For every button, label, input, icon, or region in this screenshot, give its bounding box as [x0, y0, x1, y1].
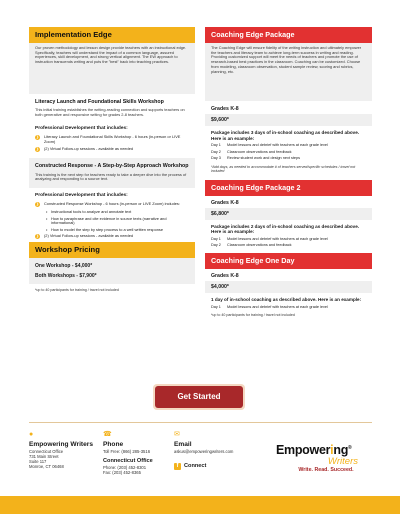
phone-icon: ☎ — [103, 431, 112, 438]
day-label: Day 2 — [211, 149, 221, 154]
constructed-title: Constructed Response - A Step-by-Step Approach Workshop — [35, 163, 189, 170]
pricing-note: *up to 40 participants for training / travel not included — [35, 288, 119, 293]
day-label: Day 2 — [211, 243, 221, 248]
coaching-oneday-grades: Grades K-8 — [211, 272, 239, 279]
list-item — [205, 150, 372, 155]
literacy-bullets — [29, 134, 195, 153]
ct-office-title: Connecticut Office — [103, 458, 153, 464]
literacy-body: This initial training establishes the writing-reading connection and supports teachers on both generative and responsive writing for grades 2-8 teachers. — [35, 107, 185, 117]
org-city: Monroe, CT 06468 — [29, 464, 64, 469]
coaching-package2-desc: Package includes 2 days of in-school coaching as described above. Here is an example: — [211, 223, 360, 235]
list-item — [205, 237, 372, 242]
right-column — [205, 27, 372, 319]
coaching-package-body: The Coaching Edge will ensure fidelity of the writing instruction and ultimately empower the teachers and literacy team to achieve long-term success in writing and reading. Providing customized support will meet the needs of teachers and promote the use of research-based best practices in the classroom. Coaching can be customized. Choose from modeling, classroom observation, student sample review, scoring and rubrics, planning, etc. — [205, 43, 372, 101]
list-item — [35, 234, 189, 239]
email-link[interactable]: askus@empoweringwriters.com — [174, 449, 234, 454]
constructed-subitems — [35, 210, 189, 232]
chevron-right-icon: ❯ — [36, 202, 39, 206]
footer-divider — [29, 422, 372, 423]
chevron-right-icon: ❯ — [36, 147, 39, 152]
envelope-icon: ✉ — [174, 431, 180, 438]
list-item: • How to model the step by step process to a well written response — [51, 228, 189, 233]
coaching-oneday-desc: 1 day of in-school coaching as described above. Here is an example: — [211, 296, 362, 302]
connect-row — [174, 463, 254, 470]
implementation-edge-body: Our proven methodology and lesson design provide teachers with an instructional edge. Specifically, teachers will understand the impact of a common language, assured experiences, skill development, and strong vertical alignment. The EW approach to instruction transcends writing and puts the "best" back into teaching practices. — [29, 43, 195, 94]
day-text: Model lessons and debrief with teachers at each grade level — [227, 304, 328, 309]
day-label: Day 3 — [211, 156, 221, 161]
empowering-writers-logo — [276, 441, 376, 475]
day-label: Day 1 — [211, 236, 221, 241]
ct-phone-number[interactable]: Phone: (203) 452-8301 — [103, 465, 147, 470]
coaching-package2-price: $6,800* — [205, 208, 372, 220]
literacy-section — [29, 94, 195, 152]
coaching-package2-days — [205, 237, 372, 248]
day-text: Classroom observations and feedback — [227, 149, 292, 154]
get-started-wrapper — [153, 384, 245, 410]
coaching-package2-header: Coaching Edge Package 2 — [205, 180, 372, 196]
list-item-text: (2) Virtual Follow-up sessions - available as needed — [44, 233, 134, 239]
footer-phone — [103, 431, 168, 475]
logo-text-a: Empower — [276, 443, 331, 458]
coaching-oneday-days — [205, 305, 372, 310]
coaching-package-price: $9,600* — [205, 114, 372, 126]
list-item — [35, 135, 189, 145]
logo-wordmark — [276, 441, 376, 457]
workshop-pricing-box — [29, 258, 195, 284]
constructed-section — [29, 158, 195, 188]
phone-title: Phone — [103, 441, 124, 448]
day-label: Day 1 — [211, 304, 221, 309]
coaching-package-desc: Package includes 3 days of in-school coaching as described above. Here is an example: — [211, 130, 360, 141]
list-item — [205, 143, 372, 148]
ct-fax-number: Fax: (203) 452-8365 — [103, 470, 141, 475]
coaching-package-header: Coaching Edge Package — [205, 27, 372, 43]
list-item — [205, 243, 372, 248]
workshop-pricing-header: Workshop Pricing — [29, 242, 195, 258]
org-office: Connecticut Office — [29, 449, 64, 454]
coaching-package2-grades: Grades K-8 — [211, 199, 239, 206]
bottom-bar — [0, 496, 400, 514]
org-street: 731 Main Street — [29, 454, 59, 459]
email-title: Email — [174, 441, 192, 448]
list-item — [205, 156, 372, 161]
constructed-bullets — [29, 201, 195, 239]
list-item: • Instructional tools to analyze and annotate text — [51, 210, 189, 215]
logo-tagline: Write. Read. Succeed. — [298, 467, 354, 474]
logo-registered-mark: ® — [348, 445, 352, 451]
list-item-text: Constructed Response Workshop - 6 hours (in-person or LIVE Zoom) includes: — [44, 201, 180, 206]
org-name: Empowering Writers — [29, 441, 93, 448]
day-text: Review student work and design next steps — [227, 156, 301, 161]
coaching-oneday-note: *up to 40 participants for training / travel not included — [211, 313, 295, 318]
coaching-package-note: *Add days, as needed to accommodate # of teachers served/specific schedules / travel not included — [211, 164, 356, 174]
coaching-package-days — [205, 143, 372, 161]
coaching-oneday-price: $4,000* — [205, 281, 372, 293]
get-started-button[interactable]: Get Started — [155, 386, 243, 408]
constructed-body: This training is the next step for teachers ready to take a deeper dive into the process of analyzing and responding to a source text. — [35, 171, 187, 182]
list-item — [35, 202, 189, 207]
coaching-oneday-header: Coaching Edge One Day — [205, 253, 372, 269]
one-workshop-price: One Workshop - $4,000* — [35, 263, 93, 270]
logo-text-b: ng — [333, 443, 349, 458]
footer-email — [174, 431, 254, 470]
day-text: Classroom observations and feedback — [227, 243, 292, 248]
list-item: • How to paraphrase and cite evidence in source texts (narrative and informational) — [51, 217, 189, 226]
logo-writers: Writers — [327, 456, 358, 468]
literacy-title: Literacy Launch and Foundational Skills Workshop — [35, 99, 164, 105]
list-item — [35, 147, 189, 152]
list-item — [205, 305, 372, 310]
chevron-right-icon: ❯ — [36, 134, 39, 139]
list-item-text: Literacy Launch and Foundational Skills Workshop - 6 hours (in-person or LIVE Zoom) — [44, 133, 181, 144]
day-label: Day 1 — [211, 143, 221, 148]
connect-label: Connect — [184, 463, 207, 469]
day-text: Model lessons and debrief with teachers at each grade level — [227, 236, 328, 241]
constructed-pd-title: Professional Development that includes: — [35, 193, 128, 198]
facebook-icon[interactable]: f — [174, 463, 181, 470]
coaching-package-grades: Grades K-8 — [211, 106, 239, 112]
footer-address — [29, 431, 99, 469]
literacy-pd-title: Professional Development that includes: — [35, 125, 128, 131]
list-item-text: (2) Virtual Follow-up sessions - available as needed — [44, 146, 134, 152]
both-workshops-price: Both Workshops - $7,900* — [35, 273, 97, 280]
logo-text-o: i — [330, 443, 334, 458]
org-suite: Suite 117 — [29, 459, 47, 464]
chevron-right-icon: ❯ — [36, 234, 39, 239]
tollfree-number[interactable]: Toll Free: (866) 285-3516 — [103, 449, 151, 454]
day-text: Model lessons and debrief with teachers at each grade level — [227, 143, 328, 148]
left-column — [29, 27, 195, 297]
location-pin-icon: ● — [29, 431, 34, 438]
implementation-edge-header: Implementation Edge — [29, 27, 195, 43]
